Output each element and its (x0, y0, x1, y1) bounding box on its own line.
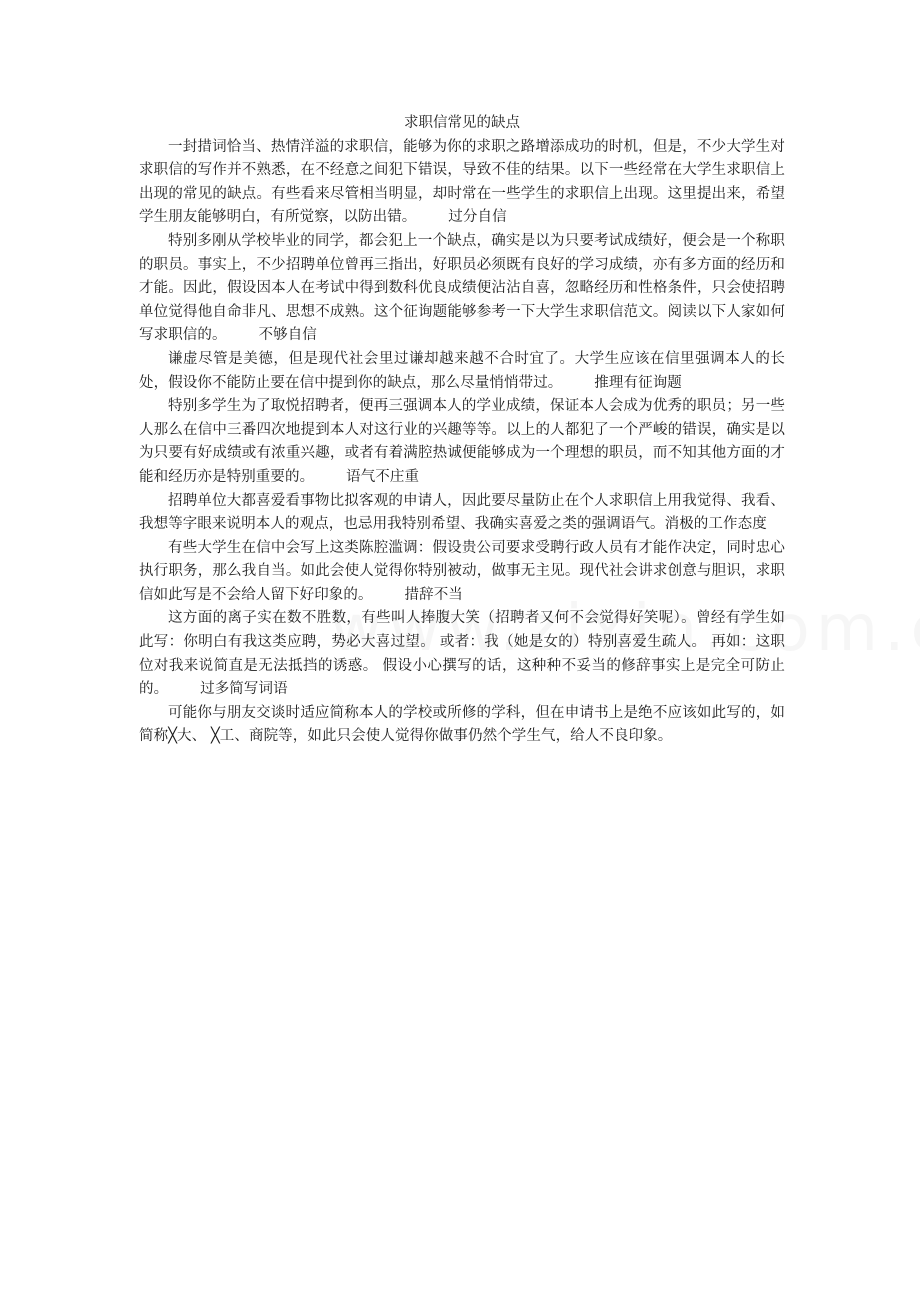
section-heading: 推理有征询题 (594, 374, 682, 391)
section-heading: 措辞不当 (404, 586, 463, 603)
paragraph-1 (139, 136, 785, 230)
paragraph-6 (139, 537, 785, 608)
paragraph-7 (139, 607, 785, 701)
paragraph-2 (139, 230, 785, 348)
paragraph-text: 可能你与朋友交谈时适应简称本人的学校或所修的学科，但在申请书上是绝不应该如此写的，如简称╳大、 ╳工、商院等，如此只会使人觉得你做事仍然个学生气，给人不良印象。 (139, 704, 785, 745)
paragraph-text: 有些大学生在信中会写上这类陈腔滥调：假设贵公司要求受聘行政人员有才能作决定，同时忠心执行职务，那么我自当。如此会使人觉得你特别被动，做事无主见。现代社会讲求创意与胆识，求职信如此写是不会给人留下好印象的。 (139, 539, 785, 603)
paragraph-text: 招聘单位大都喜爱看事物比拟客观的申请人，因此要尽量防止在个人求职信上用我觉得、我看、我想等字眼来说明本人的观点，也忌用我特别希望、我确实喜爱之类的强调语气。 (139, 492, 785, 533)
document-body (139, 112, 785, 749)
paragraph-text: 特别多刚从学校毕业的同学，都会犯上一个缺点，确实是以为只要考试成绩好，便会是一个称职的职员。事实上，不少招聘单位曾再三指出，好职员必须既有良好的学习成绩，亦有多方面的经历和才能。因此，假设因本人在考试中得到数科优良成绩便沾沾自喜，忽略经历和性格条件，只会使招聘单位觉得他自命非凡、思想不成熟。这个征询题能够参考一下大学生求职信范文。阅读以下人家如何写求职信的。 (139, 232, 785, 344)
paragraph-8 (139, 702, 785, 749)
paragraph-text: 一封措词恰当、热情洋溢的求职信，能够为你的求职之路增添成功的时机，但是，不少大学生对求职信的写作并不熟悉，在不经意之间犯下错误，导致不佳的结果。以下一些经常在大学生求职信上出现的常见的缺点。有些看来尽管相当明显，却时常在一些学生的求职信上出现。这里提出来，希望学生朋友能够明白，有所觉察，以防出错。 (139, 138, 785, 226)
document-title: 求职信常见的缺点 (404, 115, 520, 131)
section-heading: 语气不庄重 (346, 468, 420, 485)
section-heading: 不够自信 (258, 327, 317, 344)
section-heading: 过分自信 (448, 209, 507, 226)
paragraph-text: 谦虚尽管是美德，但是现代社会里过谦却越来越不合时宜了。大学生应该在信里强调本人的长处，假设你不能防止要在信中提到你的缺点，那么尽量悄悄带过。 (139, 350, 785, 391)
section-heading: 过多简写词语 (200, 681, 288, 698)
paragraph-5 (139, 490, 785, 537)
section-heading: 消极的工作态度 (664, 516, 767, 533)
paragraph-4 (139, 395, 785, 489)
paragraph-text: 特别多学生为了取悦招聘者，便再三强调本人的学业成绩，保证本人会成为优秀的职员；另一些人那么在信中三番四次地提到本人对这行业的兴趣等等。以上的人都犯了一个严峻的错误，确实是以为只要有好成绩或有浓重兴趣，或者有着满腔热诚便能够成为一个理想的职员，而不知其他方面的才能和经历亦是特别重要的。 (139, 398, 785, 485)
paragraph-3 (139, 348, 785, 395)
paragraph-text: 这方面的离子实在数不胜数，有些叫人捧腹大笑（招聘者又何不会觉得好笑呢）。曾经有学生如此写：你明白有我这类应聘，势必大喜过望。 或者：我（她是女的）特别喜爱生疏人。 再如：这职位对我来说简直是无法抵挡的诱惑。 假设小心撰写的话，这种种不妥当的修辞事实上是完全可防止的。 (139, 610, 785, 698)
